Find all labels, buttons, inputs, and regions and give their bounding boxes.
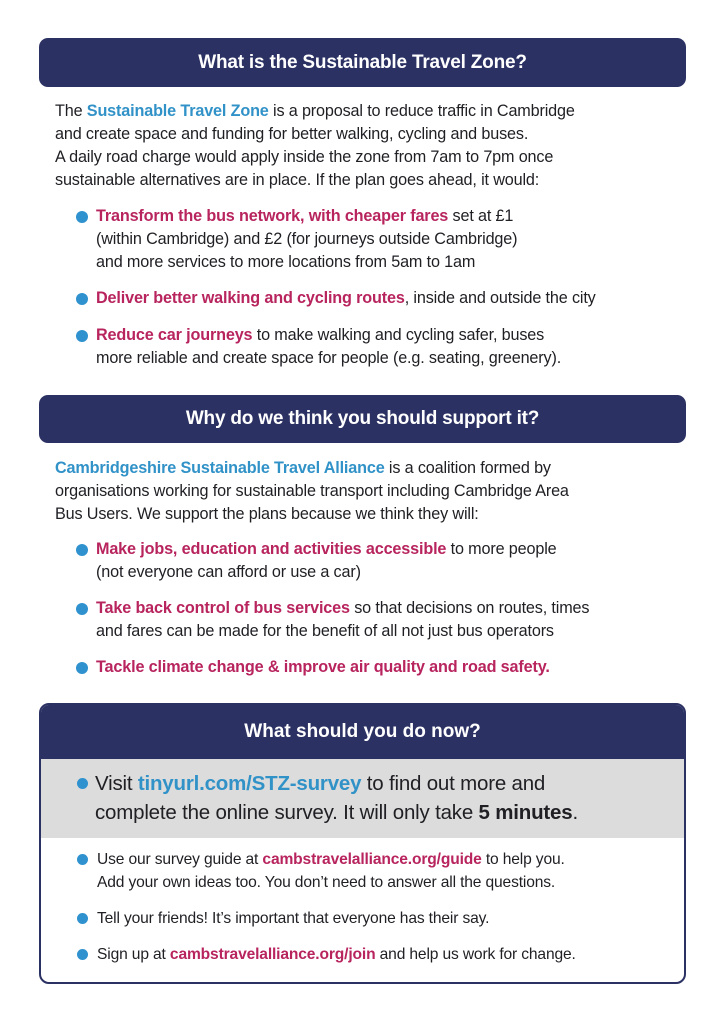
- highlight-alliance-name: Cambridgeshire Sustainable Travel Alliance: [55, 459, 385, 477]
- list-item: Transform the bus network, with cheaper fares set at £1 (within Cambridge) and £2 (for journeys outside Cambridge) and more services to more locations from 5am to 1am: [74, 205, 684, 274]
- survey-duration: 5 minutes: [478, 801, 573, 824]
- heading-text: What is the Sustainable Travel Zone?: [198, 51, 527, 73]
- join-link[interactable]: cambstravelalliance.org/join: [169, 946, 376, 963]
- bullet-dot-icon: [76, 330, 88, 342]
- intro-paragraph-alliance: [55, 457, 680, 526]
- bullet-dot-icon: [76, 603, 88, 615]
- highlight-stz-name: Sustainable Travel Zone: [86, 102, 269, 120]
- support-reasons-list: [74, 538, 684, 584]
- intro-line: A daily road charge would apply inside the zone from 7am to 7pm once: [55, 148, 554, 166]
- heading-text: What should you do now?: [244, 721, 481, 742]
- stz-benefits-list: [74, 205, 684, 274]
- support-reasons-list-3: [74, 656, 684, 679]
- bullet-dot-icon: [76, 293, 88, 305]
- survey-link[interactable]: tinyurl.com/STZ-survey: [137, 772, 362, 795]
- bullet-dot-icon: [77, 778, 88, 789]
- list-item: Tackle climate change & improve air quality and road safety.: [74, 656, 684, 679]
- bullet-dot-icon: [76, 211, 88, 223]
- list-item: Use our survey guide at cambstravelalliance.org/guide to help you. Add your own ideas too. You don’t need to answer all the questions.: [77, 848, 677, 894]
- intro-line: Cambridgeshire Sustainable Travel Alliance is a coalition formed by: [55, 459, 551, 477]
- bullet-dot-icon: [76, 662, 88, 674]
- intro-line: sustainable alternatives are in place. If the plan goes ahead, it would:: [55, 171, 540, 189]
- list-item: Take back control of bus services so that decisions on routes, times and fares can be made for the benefit of all not just bus operators: [74, 597, 684, 643]
- bullet-dot-icon: [77, 913, 88, 924]
- section-heading-why-support: [39, 395, 686, 443]
- list-item: Sign up at cambstravelalliance.org/join and help us work for change.: [77, 943, 677, 966]
- survey-highlight-panel: [41, 759, 684, 838]
- heading-text: Why do we think you should support it?: [185, 408, 540, 429]
- support-reasons-list-2: [74, 597, 684, 643]
- section-heading-what-is-stz: [39, 38, 686, 87]
- bullet-dot-icon: [76, 544, 88, 556]
- action-items-list: [77, 848, 677, 966]
- call-to-action-box: [39, 703, 686, 984]
- list-item: Deliver better walking and cycling routes, inside and outside the city: [74, 287, 684, 310]
- bullet-dot-icon: [77, 949, 88, 960]
- intro-paragraph-stz: [55, 100, 680, 192]
- list-item: Make jobs, education and activities accessible to more people (not everyone can afford or use a car): [74, 538, 684, 584]
- list-item: Tell your friends! It’s important that everyone has their say.: [77, 907, 677, 930]
- intro-line: Bus Users. We support the plans because we think they will:: [55, 505, 479, 523]
- bullet-dot-icon: [77, 854, 88, 865]
- intro-line: and create space and funding for better walking, cycling and buses.: [55, 125, 529, 143]
- guide-link[interactable]: cambstravelalliance.org/guide: [262, 851, 482, 868]
- intro-line: organisations working for sustainable transport including Cambridge Area: [55, 482, 569, 500]
- intro-line: The Sustainable Travel Zone is a proposal to reduce traffic in Cambridge: [55, 102, 575, 120]
- list-item: Reduce car journeys to make walking and cycling safer, buses more reliable and create space for people (e.g. seating, greenery).: [74, 324, 684, 370]
- stz-benefits-list-2: [74, 287, 684, 310]
- section-heading-what-to-do: [41, 705, 684, 759]
- stz-benefits-list-3: [74, 324, 684, 370]
- survey-callout: Visit tinyurl.com/STZ-survey to find out more and complete the online survey. It will only take 5 minutes.: [95, 772, 578, 824]
